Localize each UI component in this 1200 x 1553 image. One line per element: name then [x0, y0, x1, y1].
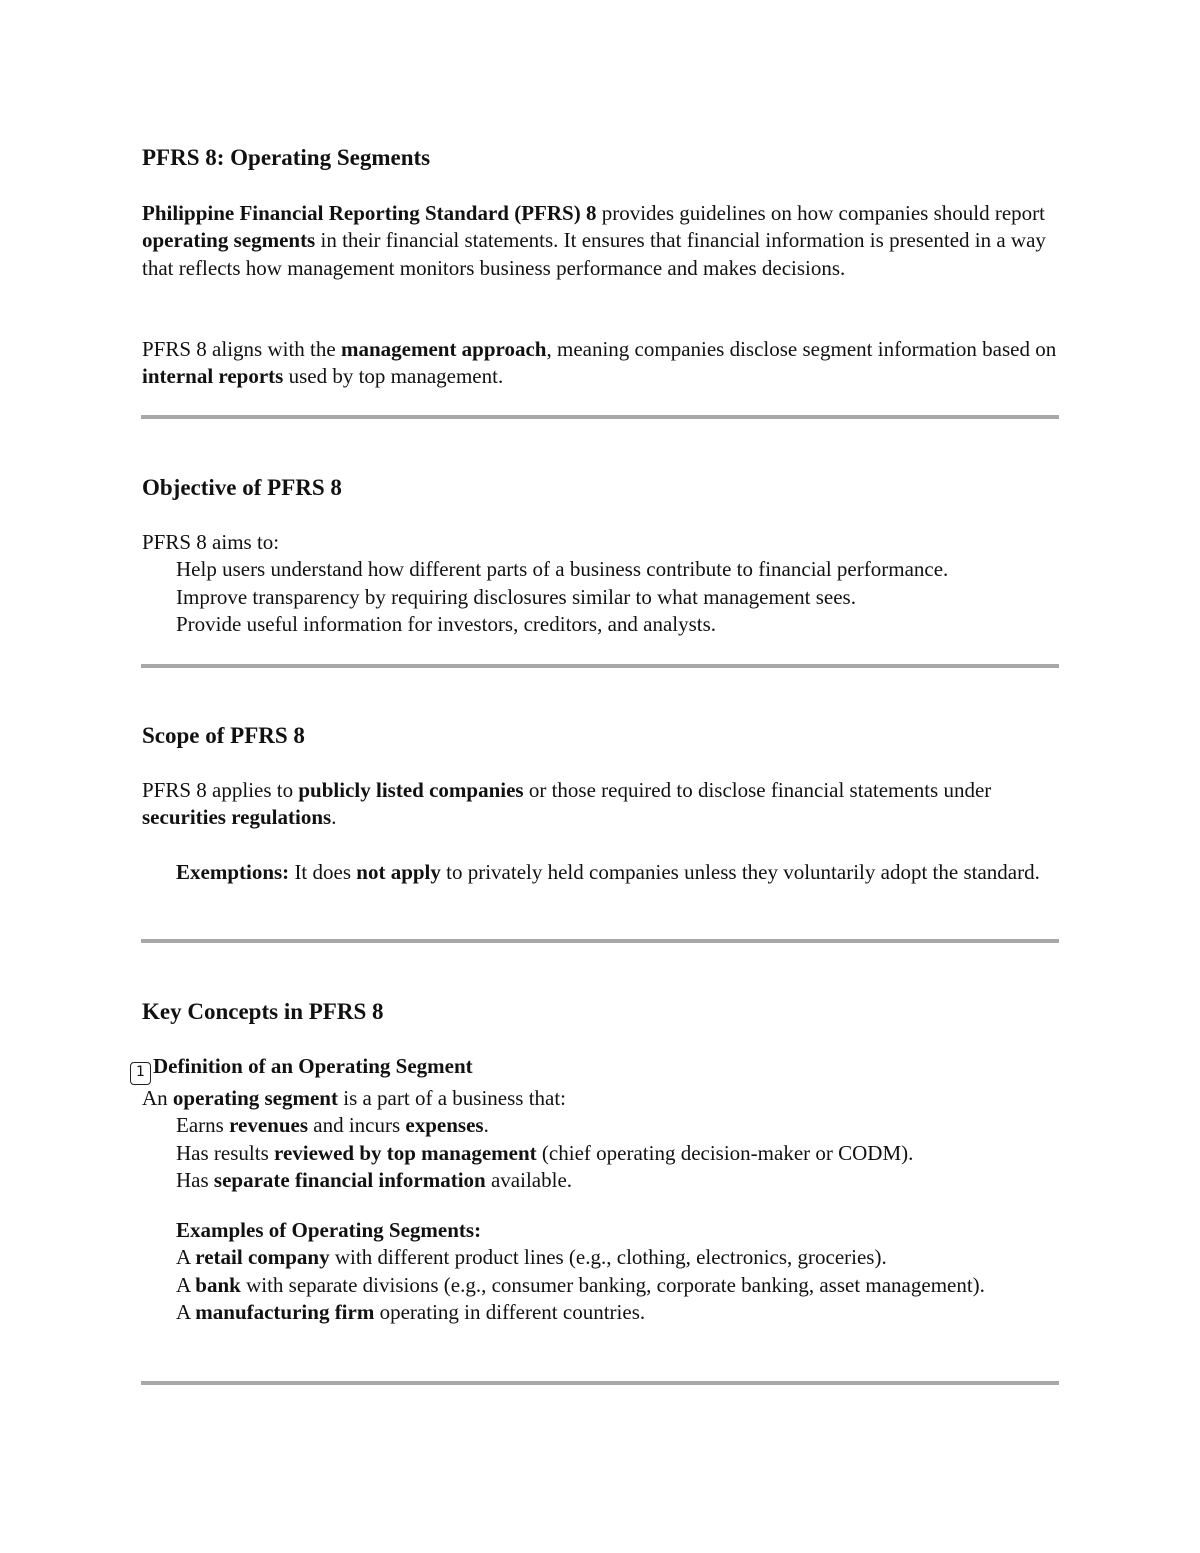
examples-block [142, 1217, 1062, 1326]
list-item: Provide useful information for investors, creditors, and analysts. [176, 611, 717, 636]
key-concepts-heading: Key Concepts in PFRS 8 [142, 999, 384, 1024]
bold-text: management approach [340, 337, 547, 361]
list-item: A bank with separate divisions (e.g., consumer banking, corporate banking, asset management). [176, 1272, 985, 1297]
scope-paragraph: PFRS 8 applies to publicly listed companies or those required to disclose financial statements under securities regulations. [142, 778, 992, 830]
list-item: Has separate financial information available. [176, 1167, 573, 1192]
bold-text: publicly listed companies [298, 778, 524, 802]
management-approach-paragraph: PFRS 8 aligns with the management approach, meaning companies disclose segment information based on internal reports used by top management. [142, 337, 1057, 389]
section-divider [141, 415, 1059, 419]
bold-text: operating segments [142, 228, 316, 253]
list-item: Earns revenues and incurs expenses. [176, 1113, 489, 1138]
list-item: Has results reviewed by top management (chief operating decision-maker or CODM). [176, 1140, 914, 1165]
number-1-icon: 1 [130, 1062, 151, 1085]
operating-segment-definition [136, 1053, 1062, 1194]
objective-list [142, 529, 1062, 638]
list-item: A manufacturing firm operating in different countries. [176, 1299, 646, 1324]
section-divider [141, 664, 1059, 668]
intro-paragraph: Philippine Financial Reporting Standard (PFRS) 8 provides guidelines on how companies should report operating segments in their financial statements. It ensures that financial information is presented in a way that reflects how management monitors business performance and makes decisions. [142, 201, 1046, 280]
bold-text: securities regulations [142, 805, 332, 830]
exemptions-paragraph: Exemptions: It does not apply to privately held companies unless they voluntarily adopt the standard. [176, 860, 1040, 884]
page-title: PFRS 8: Operating Segments [142, 145, 431, 170]
section-divider [141, 939, 1059, 943]
list-item: A retail company with different product lines (e.g., clothing, electronics, groceries). [176, 1245, 887, 1270]
exemptions-label: Exemptions: [176, 860, 290, 884]
bold-text: operating segment [172, 1086, 338, 1110]
bold-text: Philippine Financial Reporting Standard (PFRS) 8 [142, 201, 597, 225]
objective-lead: PFRS 8 aims to: [142, 530, 280, 554]
list-item: Improve transparency by requiring disclosures similar to what management sees. [176, 584, 856, 609]
bold-text: not apply [356, 860, 441, 884]
examples-heading: Examples of Operating Segments: [176, 1218, 482, 1242]
subsection-title: 1 Definition of an Operating Segment [142, 1053, 1062, 1085]
bold-text: internal reports [142, 364, 284, 389]
scope-heading: Scope of PFRS 8 [142, 723, 305, 748]
section-divider [141, 1381, 1059, 1385]
definition-lead: An operating segment is a part of a business that: [142, 1086, 567, 1110]
list-item: Help users understand how different parts of a business contribute to financial performance. [176, 557, 949, 582]
objective-heading: Objective of PFRS 8 [142, 475, 342, 500]
